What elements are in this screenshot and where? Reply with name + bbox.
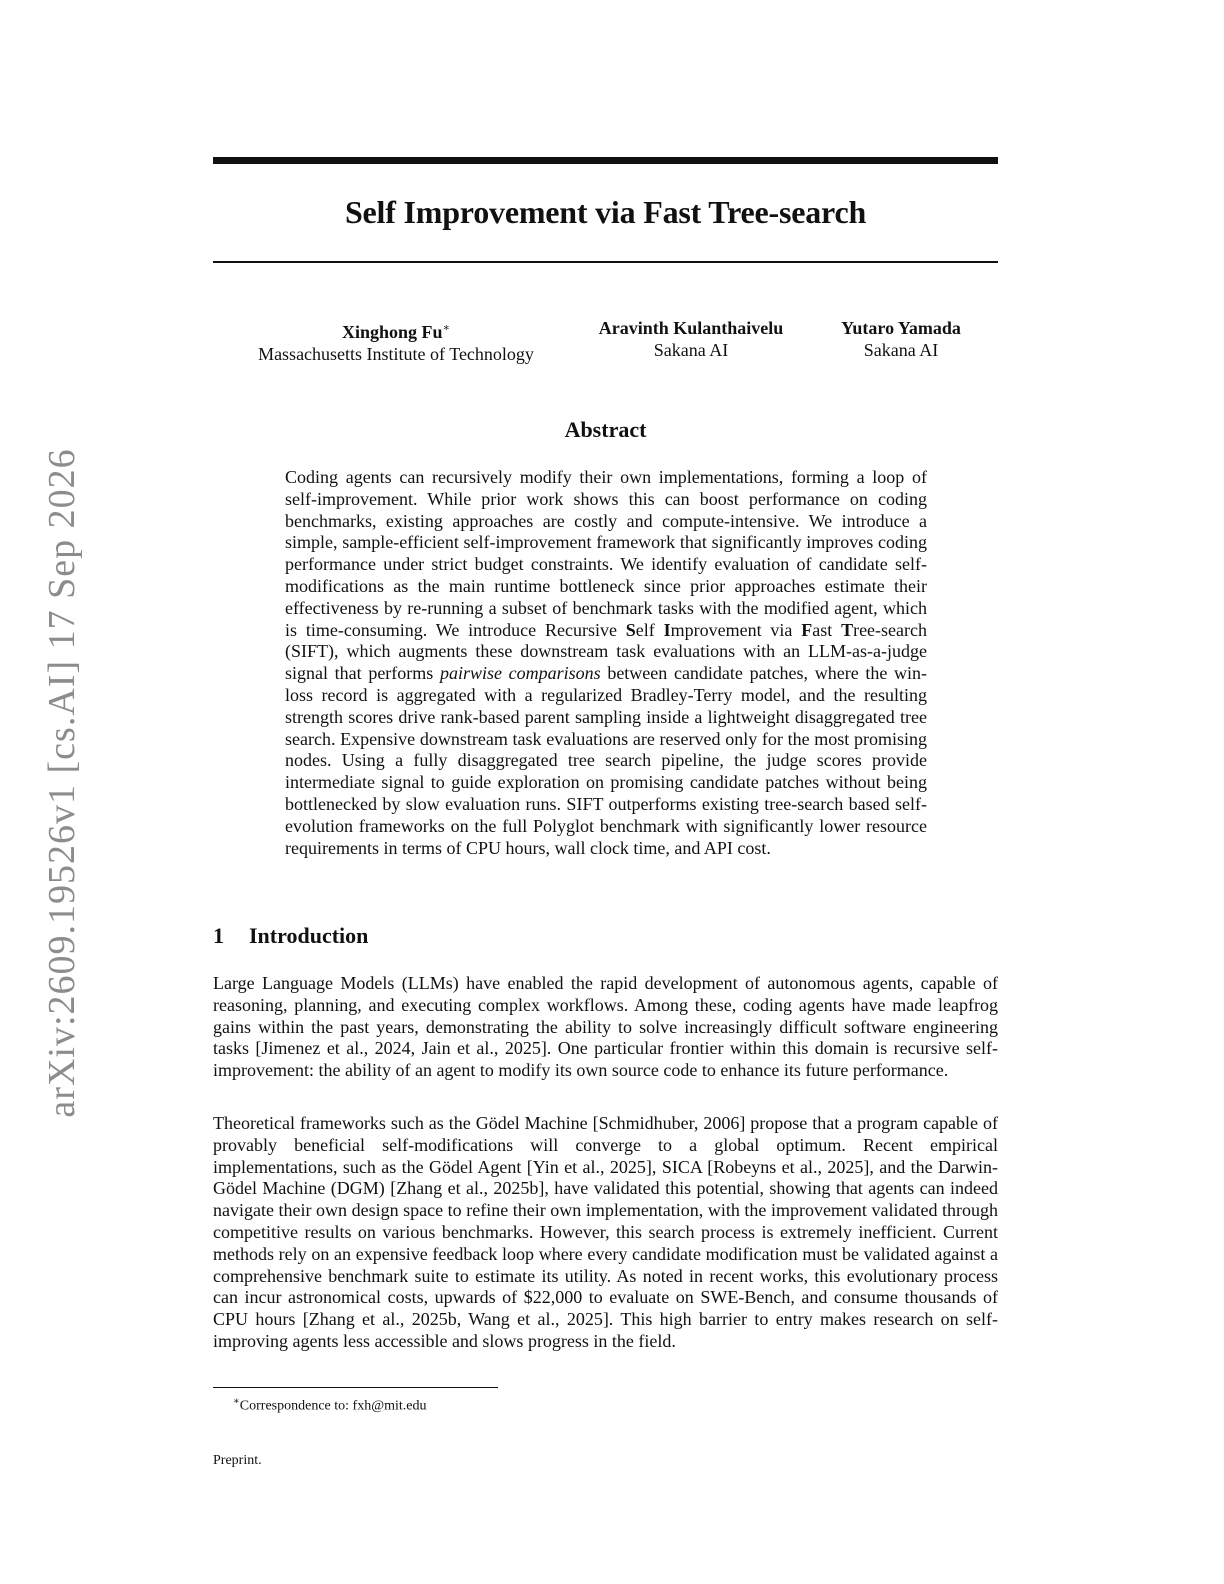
author-affiliation: Sakana AI <box>653 340 729 360</box>
footnote-rule <box>213 1387 498 1388</box>
footnote-text: Correspondence to: fxh@mit.edu <box>239 1398 427 1414</box>
author-block-1 <box>226 317 566 365</box>
author-affiliation: Sakana AI <box>863 340 939 360</box>
section-heading <box>213 922 368 950</box>
title-bottom-rule <box>213 261 998 263</box>
section-title: Introduction <box>249 923 369 948</box>
intro-paragraph-1: Large Language Models (LLMs) have enabled the rapid development of autonomous agents, capable of reasoning, planning, and executing complex workflows. Among these, coding agents have made leapfrog gains within the past years, demonstrating the ability to solve increasingly difficult software engineering tasks [Jimenez et al., 2024, Jain et al., 2025]. One particular frontier within this domain is recursive self-improvement: the ability of an agent to modify its own source code to enhance its future performance. <box>213 973 998 1081</box>
author-block-3 <box>816 317 986 361</box>
author-block-2 <box>576 317 806 361</box>
footnote-mark: ∗ <box>233 1396 240 1407</box>
abstract-body: Coding agents can recursively modify their own implementations, forming a loop of self-improvement. While prior work shows this can boost performance on coding benchmarks, existing approaches are costly and compute-intensive. We introduce a simple, sample-efficient self-improvement framework that significantly improves coding performance under strict budget constraints. We identify evaluation of candidate self-modifications as the main runtime bottleneck since prior approaches estimate their effectiveness by re-running a subset of benchmark tasks with the modified agent, which is time-consuming. We introduce Recursive Self Improvement via Fast Tree-search (SIFT), which augments these downstream task evaluations with an LLM-as-a-judge signal that performs pairwise comparisons between candidate patches, where the win-loss record is aggregated with a regularized Bradley-Terry model, and the resulting strength scores drive rank-based parent sampling inside a lightweight disaggregated tree search. Expensive downstream task evaluations are reserved only for the most promising nodes. Using a fully disaggregated tree search pipeline, the judge scores provide intermediate signal to guide exploration on promising candidate patches without being bottlenecked by slow evaluation runs. SIFT outperforms existing tree-search based self-evolution frameworks on the full Polyglot benchmark with significantly lower resource requirements in terms of CPU hours, wall clock time, and API cost. <box>285 467 928 858</box>
abstract-heading: Abstract <box>564 417 647 442</box>
section-number: 1 <box>213 923 224 948</box>
abstract-emphasis: pairwise comparisons <box>439 663 601 684</box>
preprint-footer: Preprint. <box>213 1453 262 1468</box>
author-name: Aravinth Kulanthaivelu <box>598 318 784 338</box>
footnote <box>233 1393 426 1416</box>
arxiv-identifier: arXiv:2609.19526v1 [cs.AI] 17 Sep 2026 <box>41 448 83 1118</box>
intro-paragraph-2: Theoretical frameworks such as the Gödel Machine [Schmidhuber, 2006] propose that a program capable of provably beneficial self-modifications will converge to a global optimum. Recent empirical implementations, such as the Gödel Agent [Yin et al., 2025], SICA [Robeyns et al., 2025], and the Darwin-Gödel Machine (DGM) [Zhang et al., 2025b], have validated this potential, showing that agents can indeed navigate their own design space to refine their own implementation, with the improvement validated through competitive results on various benchmarks. However, this search process is extremely inefficient. Current methods rely on an expensive feedback loop where every candidate modification must be validated against a comprehensive benchmark suite to estimate its utility. As noted in recent works, this evolutionary process can incur astronomical costs, upwards of $22,000 to evaluate on SWE-Bench, and consume thousands of CPU hours [Zhang et al., 2025b, Wang et al., 2025]. This high barrier to entry makes research on self-improving agents less accessible and slows progress in the field. <box>213 1113 998 1351</box>
author-footnote-mark: ∗ <box>442 322 451 334</box>
title-top-rule <box>213 157 998 164</box>
author-name: Yutaro Yamada <box>841 318 961 338</box>
author-affiliation: Massachusetts Institute of Technology <box>258 344 534 364</box>
paper-title: Self Improvement via Fast Tree-search <box>344 194 867 230</box>
author-name: Xinghong Fu∗ <box>341 322 451 342</box>
